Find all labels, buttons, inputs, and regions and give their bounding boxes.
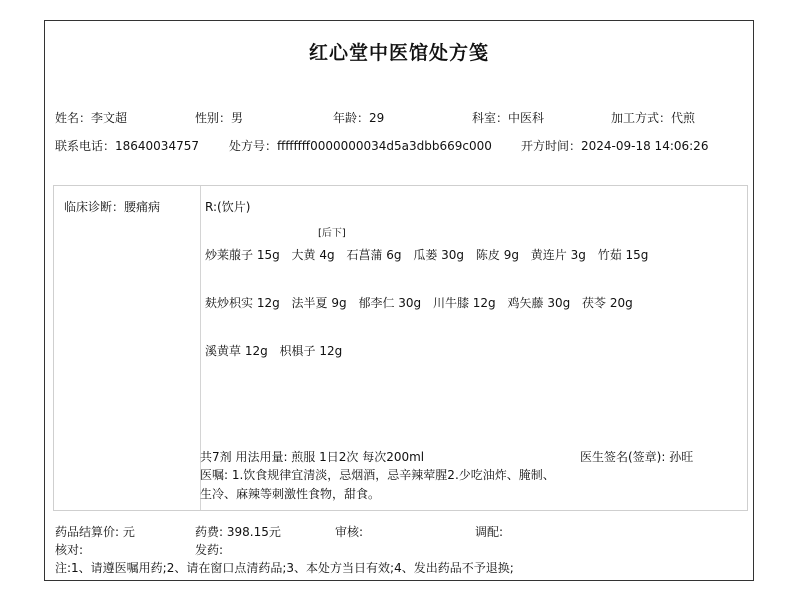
herb-row [205, 342, 350, 359]
herb-item: 法半夏 9g [291, 296, 347, 310]
patient-gender: 性别：男 [195, 111, 244, 125]
drug-fee: 药费: 398.15元 [195, 525, 281, 539]
herb-item: 茯苓 20g [582, 296, 633, 310]
clinical-diagnosis: 临床诊断：腰痛病 [64, 200, 161, 214]
herb-item: 溪黄草 12g [205, 344, 268, 358]
herb-item: 陈皮 9g [475, 248, 519, 262]
patient-age: 年龄：29 [333, 111, 385, 125]
prescription-number: 处方号：ffffffff0000000034d5a3dbb669c000 [229, 139, 492, 153]
patient-department: 科室：中医科 [472, 111, 545, 125]
page-title: 红心堂中医馆处方笺 [308, 42, 489, 64]
doctor-signature: 医生签名(签章): 孙旺 [580, 450, 694, 464]
herb-item: 麸炒枳实 12g [205, 296, 280, 310]
herb-item: 炒莱菔子 15g [205, 248, 280, 262]
herb-item: 郁李仁 30g [358, 296, 422, 310]
review-field: 审核: [335, 525, 364, 539]
processing-method: 加工方式：代煎 [611, 111, 696, 125]
rx-label: R:(饮片) [205, 200, 251, 214]
notes: 注:1、请遵医嘱用药;2、请在窗口点清药品;3、本处方当日有效;4、发出药品不予退换; [55, 561, 514, 575]
patient-phone: 联系电话：18640034757 [55, 139, 199, 153]
herb-item: 大黄 4g [291, 248, 335, 262]
prescription-body [53, 185, 748, 511]
herb-row [205, 246, 656, 263]
patient-name: 姓名：李文超 [55, 111, 128, 125]
dispense-field: 调配: [475, 525, 504, 539]
doctor-advice [200, 466, 590, 504]
herb-item: 竹茹 15g [597, 248, 649, 262]
herb-item: 石菖蒲 6g [346, 248, 402, 262]
check-field: 核对: [55, 543, 84, 557]
advice-line: 生冷、麻辣等刺激性食物，甜食。 [200, 487, 381, 501]
herb-item: 黄连片 3g [530, 248, 586, 262]
prescription-time: 开方时间：2024-09-18 14:06:26 [521, 139, 709, 153]
prescription-sheet [44, 20, 754, 581]
settlement-price: 药品结算价: 元 [55, 525, 135, 539]
herb-item: 枳椇子 12g [279, 344, 343, 358]
advice-line: 医嘱: 1.饮食规律宜清淡，忌烟酒，忌辛辣荤腥2.少吃油炸、腌制、 [200, 468, 555, 482]
herb-item: 川牛膝 12g [432, 296, 496, 310]
herb-item: 鸡矢藤 30g [507, 296, 571, 310]
issue-field: 发药: [195, 543, 224, 557]
herb-note: [后下] [318, 228, 346, 239]
herb-item: 瓜蒌 30g [413, 248, 465, 262]
usage-dosage: 共7剂 用法用量: 煎服 1日2次 每次200ml [200, 450, 425, 464]
herb-row [205, 294, 641, 311]
